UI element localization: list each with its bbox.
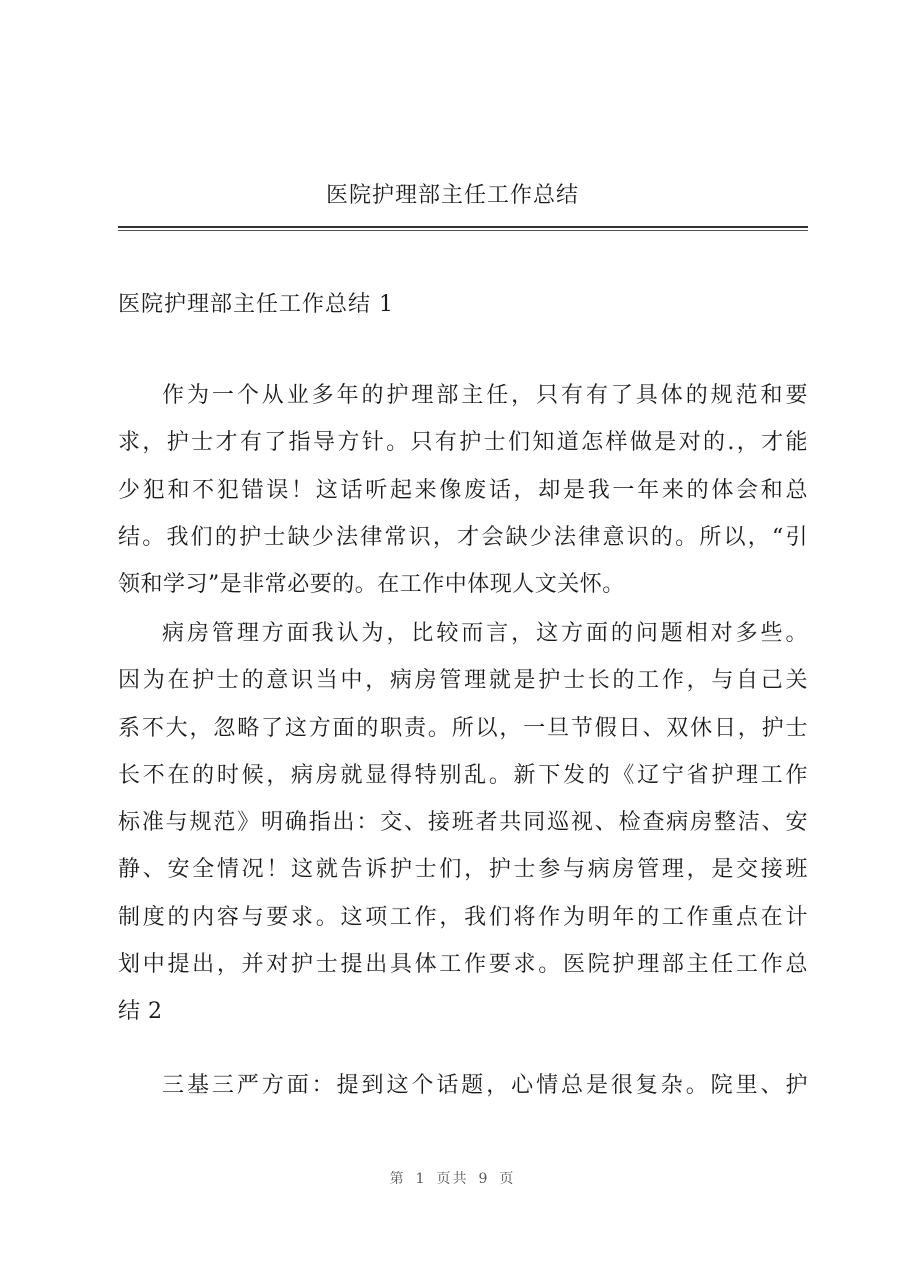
paragraph-line: 长不在的时候，病房就显得特别乱。新下发的《辽宁省护理工作 <box>118 762 808 788</box>
page-label-suffix: 页 <box>499 1171 516 1187</box>
paragraph-line: 系不大，忽略了这方面的职责。所以，一旦节假日、双休日，护士 <box>118 715 808 741</box>
paragraph-line: 作为一个从业多年的护理部主任，只有有了具体的规范和要 <box>162 383 808 408</box>
title-divider-thick <box>118 226 808 228</box>
page-number: 1 <box>415 1171 427 1187</box>
paragraph-line: 结。我们的护士缺少法律常识，才会缺少法律意识的。所以，“引 <box>118 524 808 550</box>
paragraph-line: 病房管理方面我认为，比较而言，这方面的问题相对多些。 <box>162 621 808 646</box>
page-footer <box>0 1168 905 1188</box>
paragraph-3 <box>118 1062 808 1109</box>
paragraph-line: 划中提出，并对护士提出具体工作要求。医院护理部主任工作总 <box>118 952 808 978</box>
section-heading: 医院护理部主任工作总结 1 <box>118 292 394 317</box>
page-label-mid: 页共 <box>436 1171 469 1187</box>
paragraph-line: 制度的内容与要求。这项工作，我们将作为明年的工作重点在计 <box>118 904 808 930</box>
title-divider-thin <box>118 230 808 231</box>
paragraph-2 <box>118 610 808 1036</box>
paragraph-line: 静、安全情况！这就告诉护士们，护士参与病房管理，是交接班 <box>118 857 808 883</box>
paragraph-line: 求，护士才有了指导方针。只有护士们知道怎样做是对的.，才能 <box>118 430 808 456</box>
paragraph-1 <box>118 372 808 608</box>
paragraph-line: 少犯和不犯错误！这话听起来像废话，却是我一年来的体会和总 <box>118 477 808 503</box>
paragraph-line: 领和学习”是非常必要的。在工作中体现人文关怀。 <box>118 572 625 598</box>
document-title: 医院护理部主任工作总结 <box>325 183 579 208</box>
paragraph-line: 结 2 <box>118 999 163 1025</box>
page-label-prefix: 第 <box>389 1171 406 1187</box>
paragraph-line: 因为在护士的意识当中，病房管理就是护士长的工作，与自己关 <box>118 668 808 694</box>
title-divider <box>118 226 808 231</box>
total-pages: 9 <box>478 1171 490 1187</box>
paragraph-line: 三基三严方面：提到这个话题，心情总是很复杂。院里、护 <box>162 1073 808 1098</box>
paragraph-line: 标准与规范》明确指出：交、接班者共同巡视、检查病房整洁、安 <box>118 810 808 836</box>
